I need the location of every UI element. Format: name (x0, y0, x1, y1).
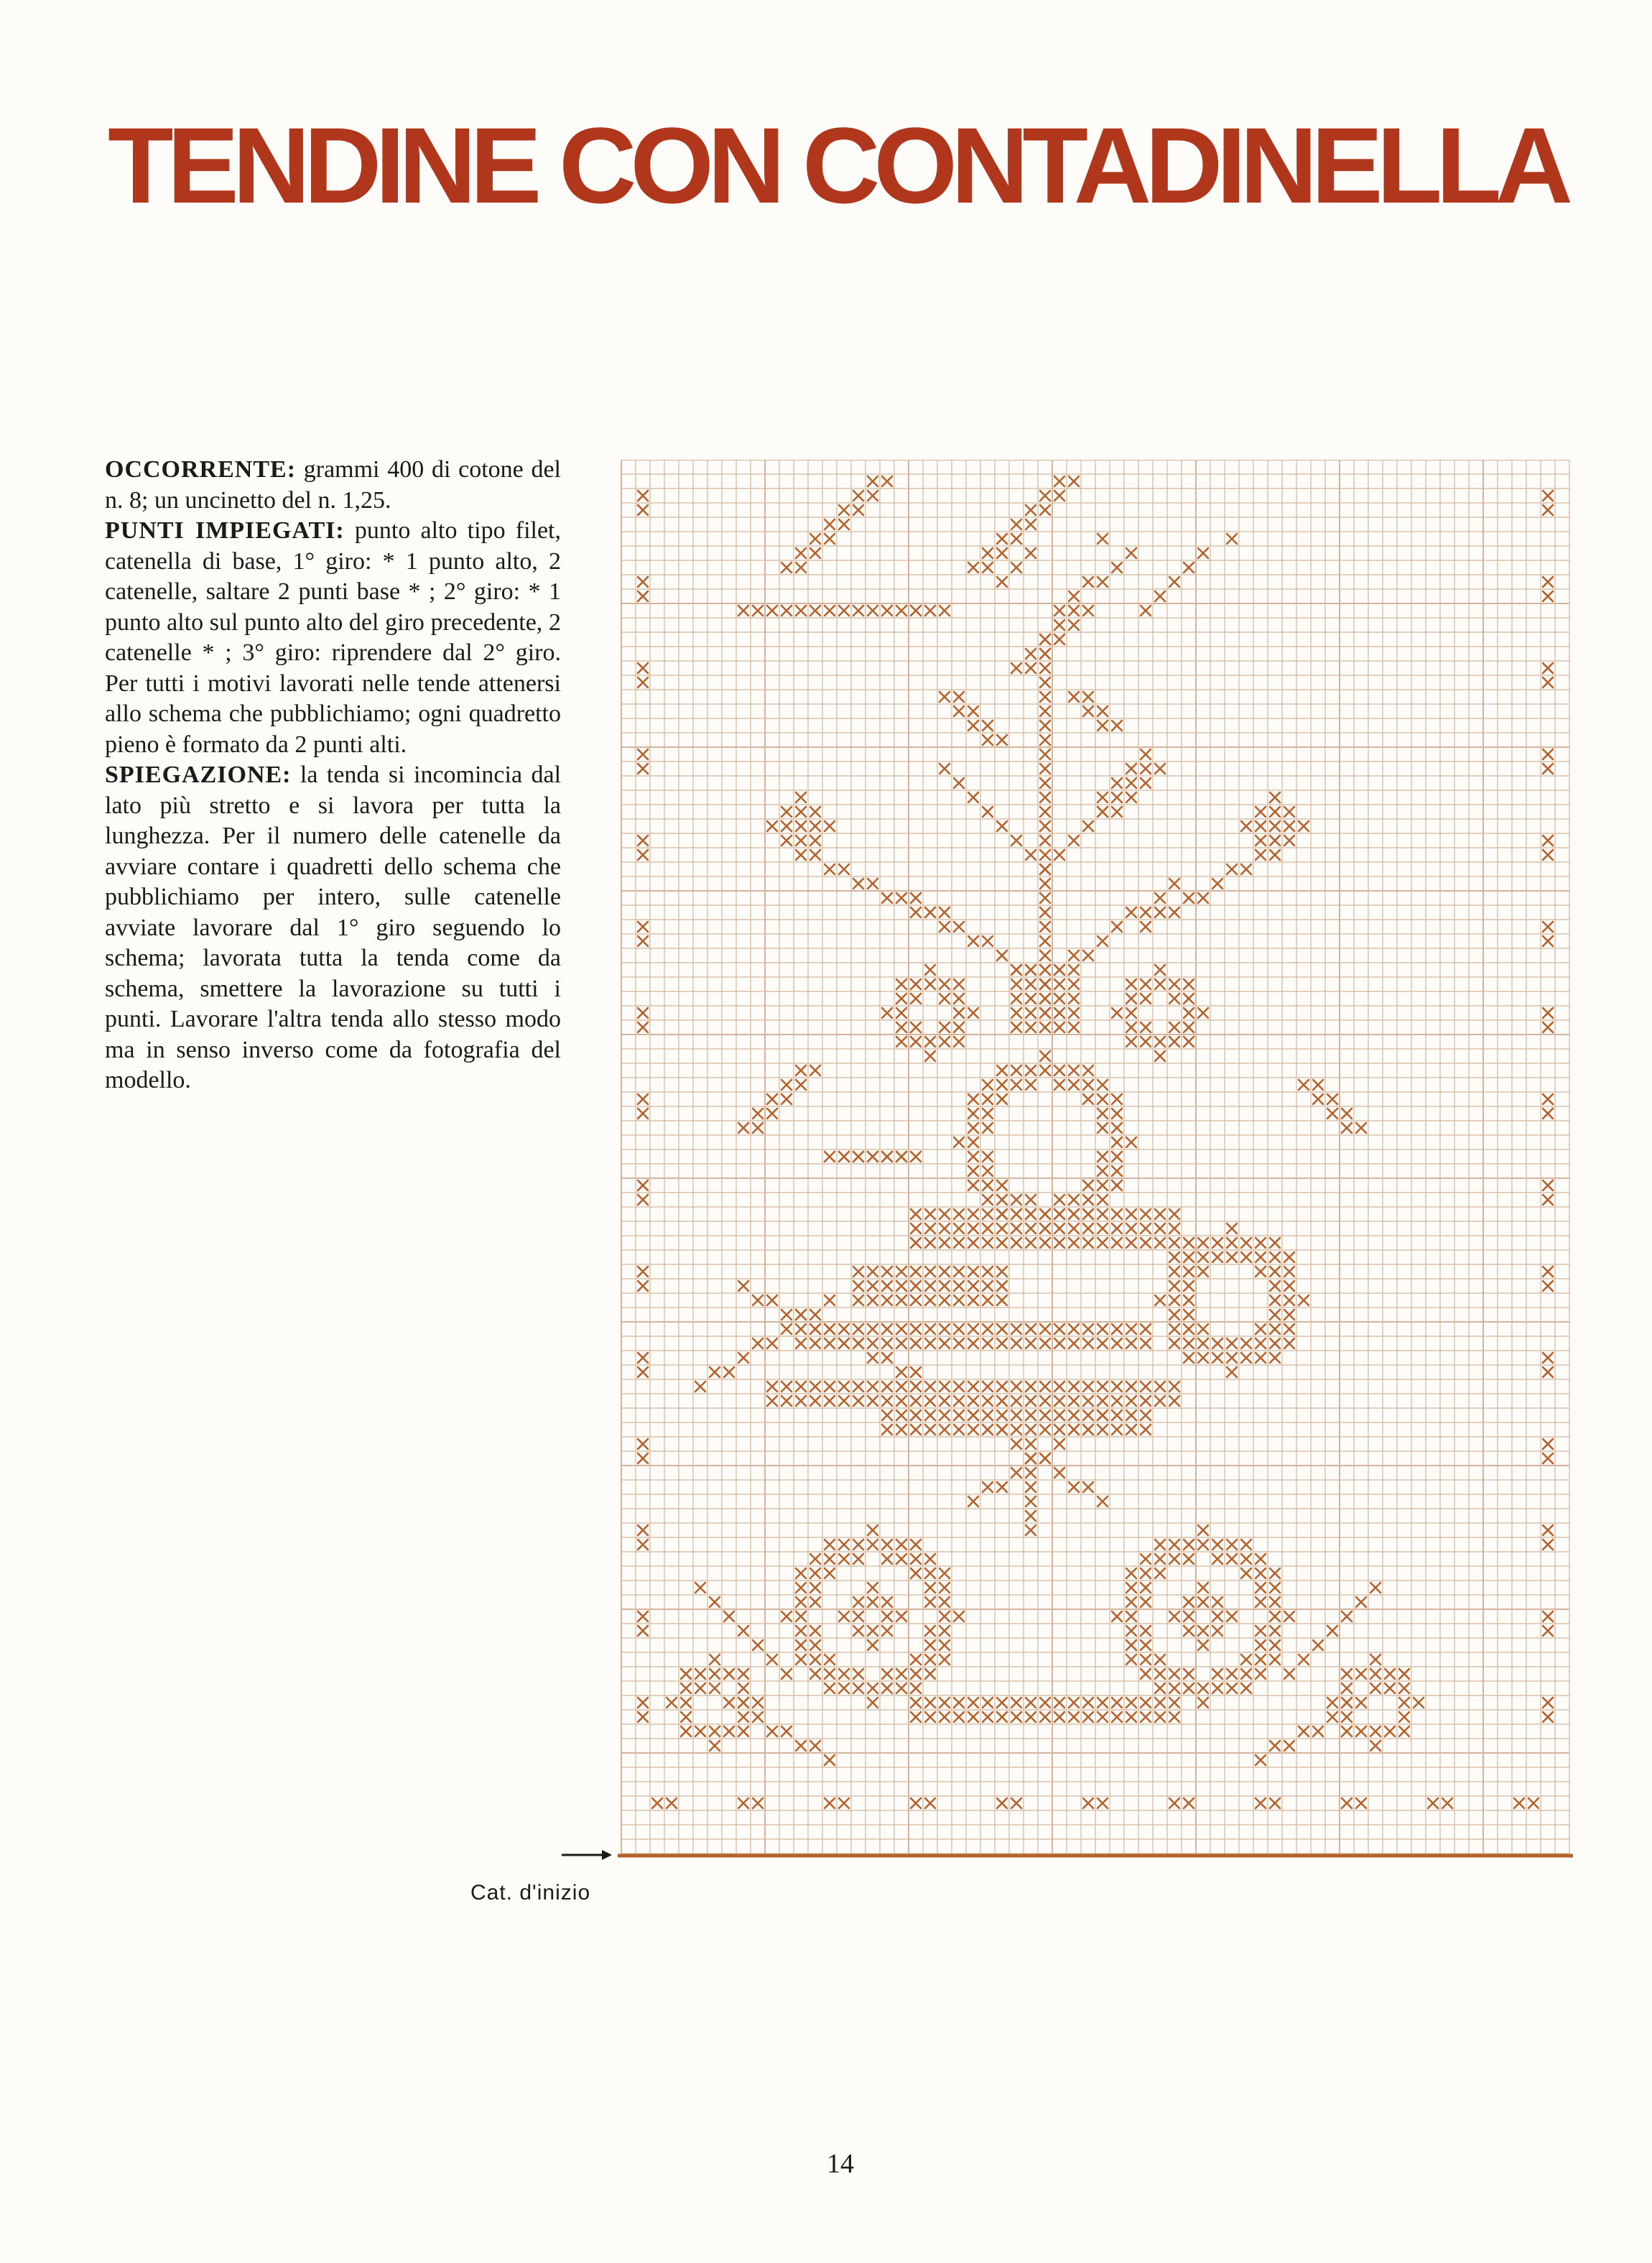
page-number: 14 (827, 2149, 854, 2179)
punti-paragraph (105, 516, 561, 760)
arrow-right-icon (562, 1849, 612, 1861)
chart-caption: Cat. d'inizio (470, 1881, 591, 1905)
page-title: TENDINE CON CONTADINELLA (108, 105, 1567, 226)
instructions-column (105, 455, 561, 1096)
spiegazione-text: la tenda si incomincia dal lato più stretto e si lavora per tutta la lunghezza. Per il numero delle catenelle da avviare contare i quadretti dello schema che pubblichiamo per intero, sulle catenelle avviate lavorare dal 1° giro seguendo lo schema; lavorata tutta la tenda come da schema, smettere la lavorazione su tutti i punti. Lavorare l'altra tenda allo stesso modo ma in senso inverso come da fotografia del modello. (105, 762, 562, 1093)
occorrente-label: OCCORRENTE: (105, 456, 297, 483)
punti-text: punto alto tipo filet, catenella di base, 1° giro: * 1 punto alto, 2 catenelle, saltare 2 punti base * ; 2° giro: * 1 punto alto sul punto alto del giro precedente, 2 catenelle * ; 3° giro: riprendere dal 2° giro. Per tutti i motivi lavorati nelle tende attenersi allo schema che pubblichiamo; ogni quadretto pieno è formato da 2 punti alti. (105, 517, 562, 758)
punti-label: PUNTI IMPIEGATI: (105, 517, 345, 544)
filet-chart (618, 460, 1573, 1861)
occorrente-text: grammi 400 di cotone del n. 8; un uncinetto del n. 1,25. (105, 456, 561, 514)
spiegazione-label: SPIEGAZIONE: (105, 762, 292, 788)
occorrente-paragraph (105, 455, 561, 516)
spiegazione-paragraph (105, 760, 561, 1096)
